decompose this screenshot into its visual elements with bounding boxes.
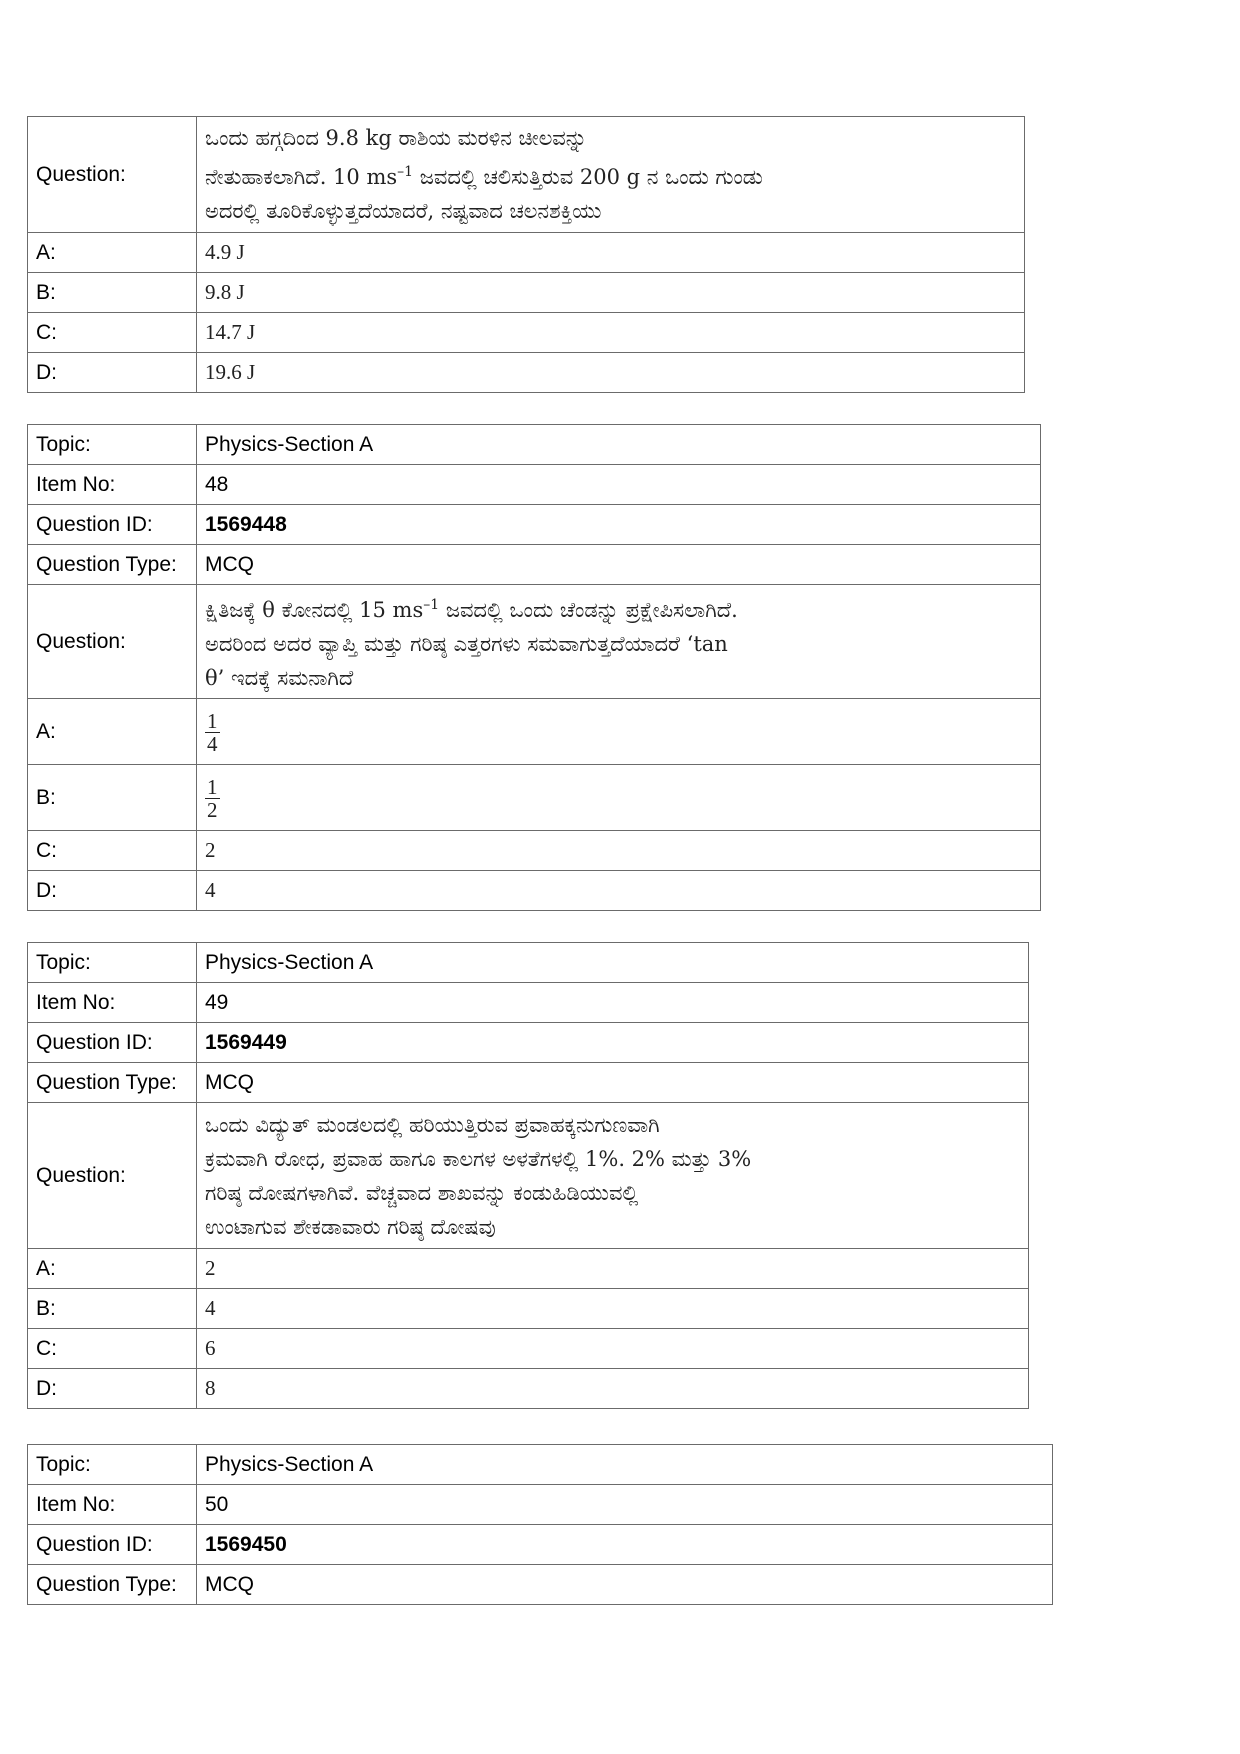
option-a-label: A: <box>28 1249 197 1289</box>
option-d-label: D: <box>28 353 197 393</box>
question-line: ಒಂದು ಹಗ್ಗದಿಂದ 9.8 kg ರಾಶಿಯ ಮರಳಿನ ಚೀಲವನ್ನು <box>205 126 587 150</box>
option-b-label: B: <box>28 765 197 831</box>
option-c-value: 6 <box>197 1329 1029 1369</box>
question-id-label: Question ID: <box>28 505 197 545</box>
topic-label: Topic: <box>28 1445 197 1485</box>
option-a-label: A: <box>28 233 197 273</box>
topic-value: Physics-Section A <box>197 943 1029 983</box>
option-a-label: A: <box>28 699 197 765</box>
question-id-value: 1569448 <box>197 505 1041 545</box>
fraction: $\frac{1}{2}$ <box>207 774 218 822</box>
question-type-value: MCQ <box>197 1565 1053 1605</box>
option-c-value: 2 <box>197 831 1041 871</box>
topic-value: Physics-Section A <box>197 425 1041 465</box>
question-line: ಕ್ರಮವಾಗಿ ರೋಧ, ಪ್ರವಾಹ ಹಾಗೂ ಕಾಲಗಳ ಅಳತೆಗಳಲ್ಲಿ 1%. 2% ಮತ್ತು 3% <box>205 1146 752 1171</box>
question-line: ಅದರಲ್ಲಿ ತೂರಿಕೊಳ್ಳುತ್ತದೆಯಾದರೆ, ನಷ್ಟವಾದ ಚಲನಶಕ್ತಿಯು <box>205 199 602 223</box>
option-b-value <box>197 765 1041 831</box>
question-id-value: 1569449 <box>197 1023 1029 1063</box>
option-a-value: 2 <box>197 1249 1029 1289</box>
question-label: Question: <box>28 117 197 233</box>
item-no-label: Item No: <box>28 983 197 1023</box>
option-d-value: 19.6 J <box>197 353 1025 393</box>
question-type-label: Question Type: <box>28 1565 197 1605</box>
question-type-label: Question Type: <box>28 1063 197 1103</box>
fraction: $\frac{1}{4}$ <box>207 708 218 756</box>
option-d-value: 8 <box>197 1369 1029 1409</box>
option-c-value: 14.7 J <box>197 313 1025 353</box>
question-text <box>197 585 1041 699</box>
item-no-value: 49 <box>197 983 1029 1023</box>
question-line: ಅದರಿಂದ ಅದರ ವ್ಯಾಪ್ತಿ ಮತ್ತು ಗರಿಷ್ಠ ಎತ್ತರಗಳು ಸಮವಾಗುತ್ತದೆಯಾದರೆ ‘tan <box>205 632 728 656</box>
option-d-label: D: <box>28 871 197 911</box>
item-no-label: Item No: <box>28 465 197 505</box>
question-table-49 <box>27 942 1029 1409</box>
question-line: ಒಂದು ವಿದ್ಯುತ್ ಮಂಡಲದಲ್ಲಿ ಹರಿಯುತ್ತಿರುವ ಪ್ರವಾಹಕ್ಕನುಗುಣವಾಗಿ <box>205 1112 660 1137</box>
question-type-value: MCQ <box>197 545 1041 585</box>
question-table-48 <box>27 424 1041 911</box>
topic-value: Physics-Section A <box>197 1445 1053 1485</box>
item-no-label: Item No: <box>28 1485 197 1525</box>
question-id-label: Question ID: <box>28 1023 197 1063</box>
question-table-50 <box>27 1444 1053 1605</box>
question-line: ನೇತುಹಾಕಲಾಗಿದೆ. 10 $ms^{-1}$ ಜವದಲ್ಲಿ ಚಲಿಸುತ್ತಿರುವ 200 g ನ ಒಂದು ಗುಂಡು <box>205 164 763 189</box>
topic-label: Topic: <box>28 425 197 465</box>
question-type-label: Question Type: <box>28 545 197 585</box>
option-b-value: 9.8 J <box>197 273 1025 313</box>
option-b-value: 4 <box>197 1289 1029 1329</box>
question-label: Question: <box>28 1103 197 1249</box>
item-no-value: 48 <box>197 465 1041 505</box>
item-no-value: 50 <box>197 1485 1053 1525</box>
question-label: Question: <box>28 585 197 699</box>
question-text <box>197 1103 1029 1249</box>
question-line: θ’ ಇದಕ್ಕೆ ಸಮನಾಗಿದೆ <box>205 666 354 690</box>
question-id-value: 1569450 <box>197 1525 1053 1565</box>
option-d-value: 4 <box>197 871 1041 911</box>
option-a-value: 4.9 J <box>197 233 1025 273</box>
option-b-label: B: <box>28 273 197 313</box>
question-id-label: Question ID: <box>28 1525 197 1565</box>
option-d-label: D: <box>28 1369 197 1409</box>
question-text <box>197 117 1025 233</box>
question-line: ಉಂಟಾಗುವ ಶೇಕಡಾವಾರು ಗರಿಷ್ಠ ದೋಷವು <box>205 1214 496 1239</box>
option-c-label: C: <box>28 831 197 871</box>
option-c-label: C: <box>28 1329 197 1369</box>
question-table-47 <box>27 116 1025 393</box>
option-a-value <box>197 699 1041 765</box>
question-type-value: MCQ <box>197 1063 1029 1103</box>
question-line: ಕ್ಷಿತಿಜಕ್ಕೆ θ ಕೋನದಲ್ಲಿ 15 $ms^{-1}$ ಜವದಲ್ಲಿ ಒಂದು ಚೆಂಡನ್ನು ಪ್ರಕ್ಷೇಪಿಸಲಾಗಿದೆ. <box>205 597 738 622</box>
option-b-label: B: <box>28 1289 197 1329</box>
question-line: ಗರಿಷ್ಠ ದೋಷಗಳಾಗಿವೆ. ವೆಚ್ಚವಾದ ಶಾಖವನ್ನು ಕಂಡುಹಿಡಿಯುವಲ್ಲಿ <box>205 1180 639 1205</box>
topic-label: Topic: <box>28 943 197 983</box>
option-c-label: C: <box>28 313 197 353</box>
